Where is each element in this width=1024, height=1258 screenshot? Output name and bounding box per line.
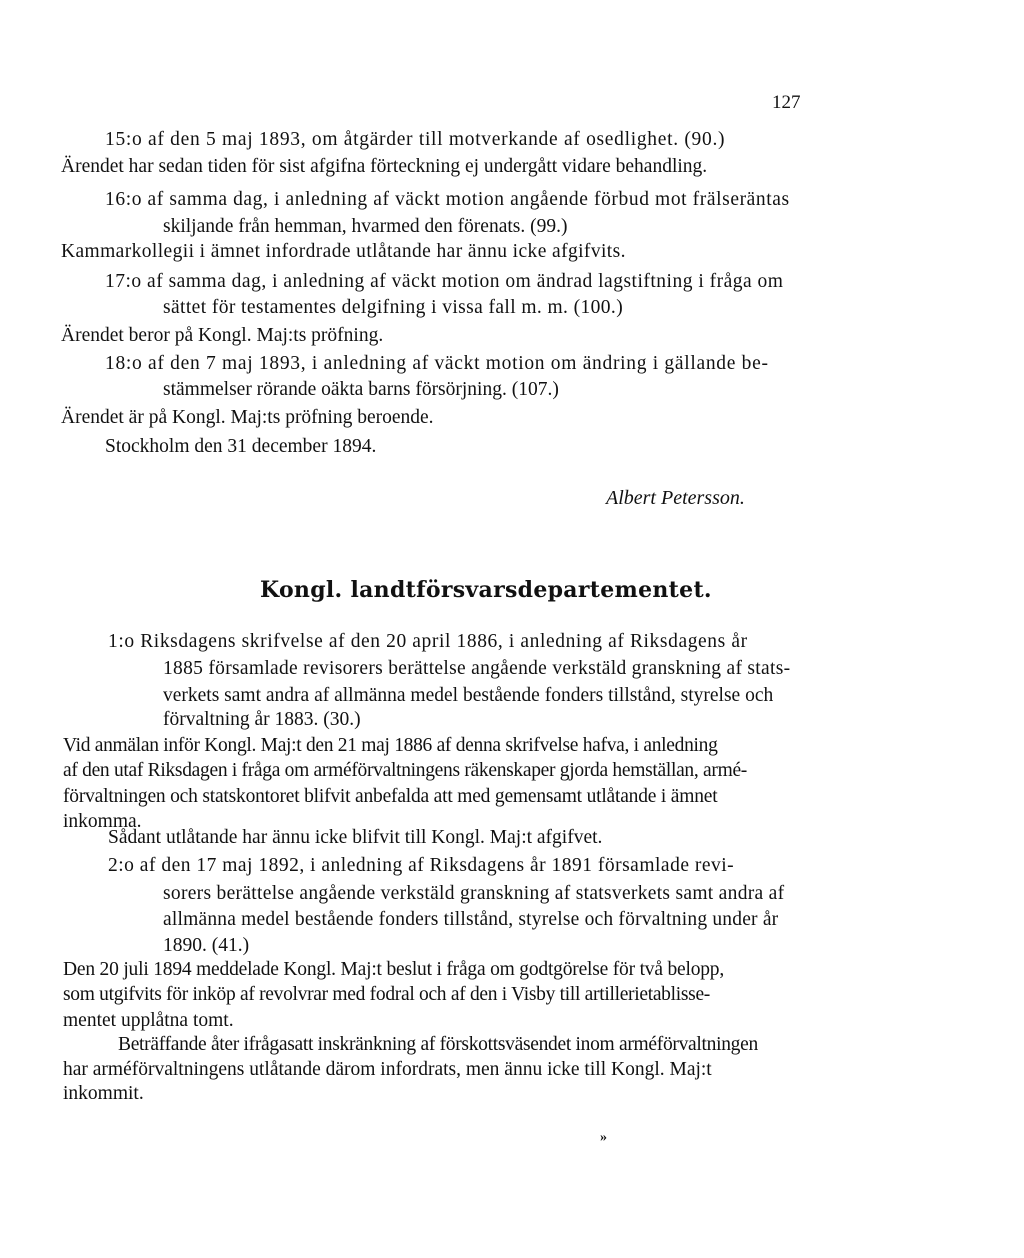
text-line: verkets samt andra af allmänna medel bestående fonders tillstånd, styrelse och (163, 685, 774, 706)
text-line: Ärendet är på Kongl. Maj:ts pröfning beroende. (61, 407, 434, 428)
section-heading: Kongl. landtförsvarsdepartementet. (260, 577, 712, 603)
text-line: af den utaf Riksdagen i fråga om arméförvaltningens räkenskaper gjorda hemställan, armé- (63, 760, 747, 781)
text-line: 15:o af den 5 maj 1893, om åtgärder till motverkande af osedlighet. (90.) (105, 129, 726, 150)
text-line: som utgifvits för inköp af revolvrar med fodral och af den i Visby till artillerietablisse- (63, 984, 710, 1005)
text-line: har arméförvaltningens utlåtande därom infordrats, men ännu icke till Kongl. Maj:t (63, 1059, 712, 1080)
text-line: Vid anmälan inför Kongl. Maj:t den 21 maj 1886 af denna skrifvelse hafva, i anledning (63, 735, 718, 756)
text-line: Kammarkollegii i ämnet infordrade utlåtande har ännu icke afgifvits. (61, 241, 626, 262)
text-line: stämmelser rörande oäkta barns försörjning. (107.) (163, 379, 559, 400)
text-line: Sådant utlåtande har ännu icke blifvit till Kongl. Maj:t afgifvet. (108, 827, 603, 848)
text-line: förvaltning år 1883. (30.) (163, 709, 361, 730)
text-line: inkommit. (63, 1083, 144, 1104)
stray-mark: » (600, 1130, 607, 1145)
text-line: skiljande från hemman, hvarmed den förenats. (99.) (163, 216, 568, 237)
text-line: 1885 församlade revisorers berättelse angående verkstäld granskning af stats- (163, 658, 791, 679)
text-line: mentet upplåtna tomt. (63, 1010, 234, 1031)
text-line: inkomma. (63, 811, 142, 832)
text-line: 2:o af den 17 maj 1892, i anledning af Riksdagens år 1891 församlade revi- (108, 855, 735, 876)
text-line: förvaltningen och statskontoret blifvit anbefalda att med gemensamt utlåtande i ämnet (63, 786, 718, 807)
text-line: 17:o af samma dag, i anledning af väckt motion om ändrad lagstiftning i fråga om (105, 271, 784, 292)
text-line: 18:o af den 7 maj 1893, i anledning af väckt motion om ändring i gällande be- (105, 353, 769, 374)
text-line: allmänna medel bestående fonders tillstånd, styrelse och förvaltning under år (163, 909, 779, 930)
text-line: 1:o Riksdagens skrifvelse af den 20 april 1886, i anledning af Riksdagens år (108, 631, 748, 652)
signature: Albert Petersson. (606, 487, 745, 509)
text-line: Ärendet har sedan tiden för sist afgifna förteckning ej undergått vidare behandling. (61, 156, 708, 177)
text-line: Den 20 juli 1894 meddelade Kongl. Maj:t beslut i fråga om godtgörelse för två belopp, (63, 959, 725, 980)
text-line: sättet för testamentes delgifning i vissa fall m. m. (100.) (163, 297, 624, 318)
page-number: 127 (772, 92, 801, 113)
text-line: 1890. (41.) (163, 935, 250, 956)
text-line: Stockholm den 31 december 1894. (105, 436, 377, 457)
text-line: 16:o af samma dag, i anledning af väckt motion angående förbud mot frälseräntas (105, 189, 790, 210)
text-line: Beträffande åter ifrågasatt inskränkning af förskottsväsendet inom arméförvaltningen (118, 1034, 758, 1055)
text-line: Ärendet beror på Kongl. Maj:ts pröfning. (61, 325, 384, 346)
text-line: sorers berättelse angående verkstäld granskning af statsverkets samt andra af (163, 883, 785, 904)
